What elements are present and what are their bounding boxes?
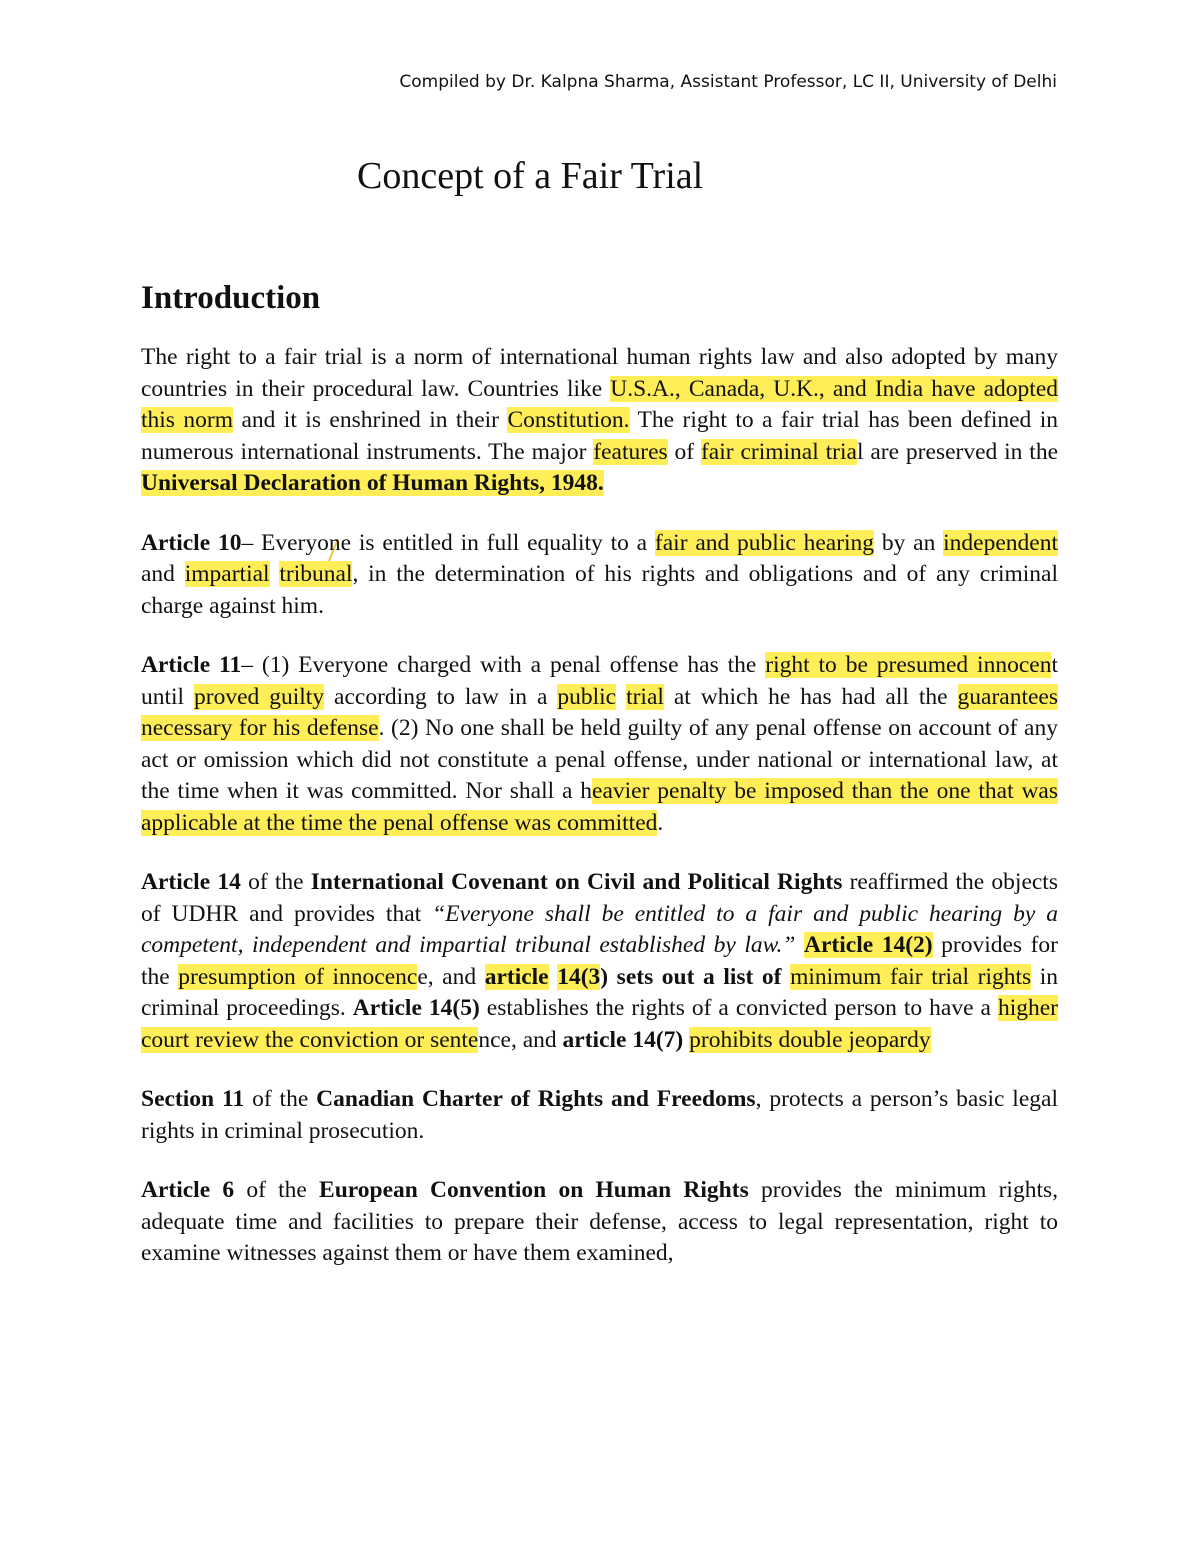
text (616, 684, 626, 710)
quote: “Everyone shall be entitled to a fair and public hearing by a competent, independent and impartial tribunal established by law.” (141, 900, 1058, 958)
text: , in the determination of his rights and obligations and of any criminal charge against him. (141, 561, 1058, 619)
highlight: right to be presumed innocen (765, 652, 1052, 678)
text: l are preserved in the (856, 438, 1059, 465)
iccpr-title: International Covenant on Civil and Political Rights (310, 869, 843, 895)
text: – Everyone is entitled in full equality to a (241, 529, 655, 556)
text (796, 932, 805, 958)
page-header: Compiled by Dr. Kalpna Sharma, Assistant Professor, LC II, University of Delhi (399, 72, 1057, 92)
text: . (2) No one shall be held guilty of any penal offense on account of any act or omission which did not constitute a penal offense, under national or international law, at the time when it was committed. Nor shall a h (141, 715, 1058, 804)
text: by an (874, 529, 944, 556)
article-14-paragraph (141, 867, 1058, 1056)
highlight: presumption of innocenc (178, 963, 418, 990)
highlight: proved guilty (194, 683, 325, 710)
text (549, 964, 558, 990)
highlight: tribunal (279, 561, 353, 587)
text: establishes the rights of a convicted person to have a (479, 995, 998, 1021)
highlight-bold: article (484, 963, 549, 990)
highlight: features (593, 438, 668, 465)
text: of the (244, 1086, 317, 1112)
text: and (141, 561, 185, 587)
highlight-bold: Universal Declaration of Human Rights, 1948. (141, 470, 604, 496)
text: nce, and (478, 1026, 563, 1053)
document-title: Concept of a Fair Trial (357, 155, 704, 197)
text: provides for the (141, 932, 1058, 990)
text: ) sets out a list of (600, 963, 791, 990)
section-heading: Introduction (141, 280, 321, 316)
intro-paragraph (141, 342, 1058, 500)
highlight: eavier penalty be imposed than the one that was applicable at the time the penal offense was committed (141, 778, 1059, 836)
article-ref: Article 14(5) (352, 995, 480, 1021)
text: e, and (417, 963, 485, 990)
text: according to law in a (324, 683, 558, 710)
highlight: Constitution. (507, 407, 630, 433)
text: of (667, 438, 701, 465)
highlight: higher court review the conviction or sente (141, 995, 1058, 1053)
highlight: public (557, 683, 617, 710)
text: , protects a person’s basic legal rights in criminal prosecution. (141, 1086, 1058, 1144)
text: in criminal proceedings. (141, 963, 1059, 1021)
highlight-bold: 14(3 (557, 963, 601, 990)
text: at which he has had all the (663, 683, 958, 710)
article-6-paragraph (141, 1175, 1058, 1270)
charter-title: Canadian Charter of Rights and Freedoms (316, 1086, 756, 1112)
echr-title: European Convention on Human Rights (319, 1177, 749, 1203)
article-label: Article 11 (141, 652, 242, 678)
highlight: fair criminal tria (700, 438, 857, 465)
article-10-paragraph (141, 528, 1058, 623)
text: – (1) Everyone charged with a penal offense has the (241, 652, 766, 678)
section-label: Section 11 (141, 1086, 245, 1112)
text: The right to a fair trial is a norm of international human rights law and also adopted by many countries in their procedural law. Countries like (141, 344, 1058, 402)
text (270, 561, 280, 587)
article-label: Article 6 (141, 1177, 235, 1203)
highlight: trial (626, 683, 664, 710)
highlight: impartial (184, 561, 270, 587)
highlight-bold: Article 14(2) (804, 932, 933, 958)
text: The right to a fair trial has been defined in numerous international instruments. The major (141, 407, 1058, 465)
article-ref: article 14(7) (562, 1026, 684, 1053)
highlight: U.S.A., Canada, U.K., and India have adopted this norm (141, 375, 1058, 433)
text: of the (234, 1177, 320, 1203)
text: reaffirmed the objects of UDHR and provides that (141, 869, 1058, 927)
section-11-paragraph (141, 1084, 1058, 1147)
highlight: minimum fair trial rights (790, 963, 1032, 990)
text: t until (141, 652, 1058, 710)
highlight: independent (943, 529, 1058, 556)
text: . (657, 809, 664, 836)
text: and it is enshrined in their (233, 407, 508, 433)
highlight: guarantees necessary for his defense (141, 683, 1059, 741)
document-body (141, 278, 1058, 1298)
article-11-paragraph (141, 650, 1058, 839)
highlight: fair and public hearing (654, 529, 875, 556)
text: of the (240, 869, 311, 895)
text: provides the minimum rights, adequate time and facilities to prepare their defense, access to legal representation, right to examine witnesses against them or have them examined, (141, 1177, 1058, 1266)
highlight: prohibits double jeopardy (689, 1026, 931, 1053)
article-label: Article 14 (141, 869, 241, 895)
article-label: Article 10 (141, 529, 242, 556)
